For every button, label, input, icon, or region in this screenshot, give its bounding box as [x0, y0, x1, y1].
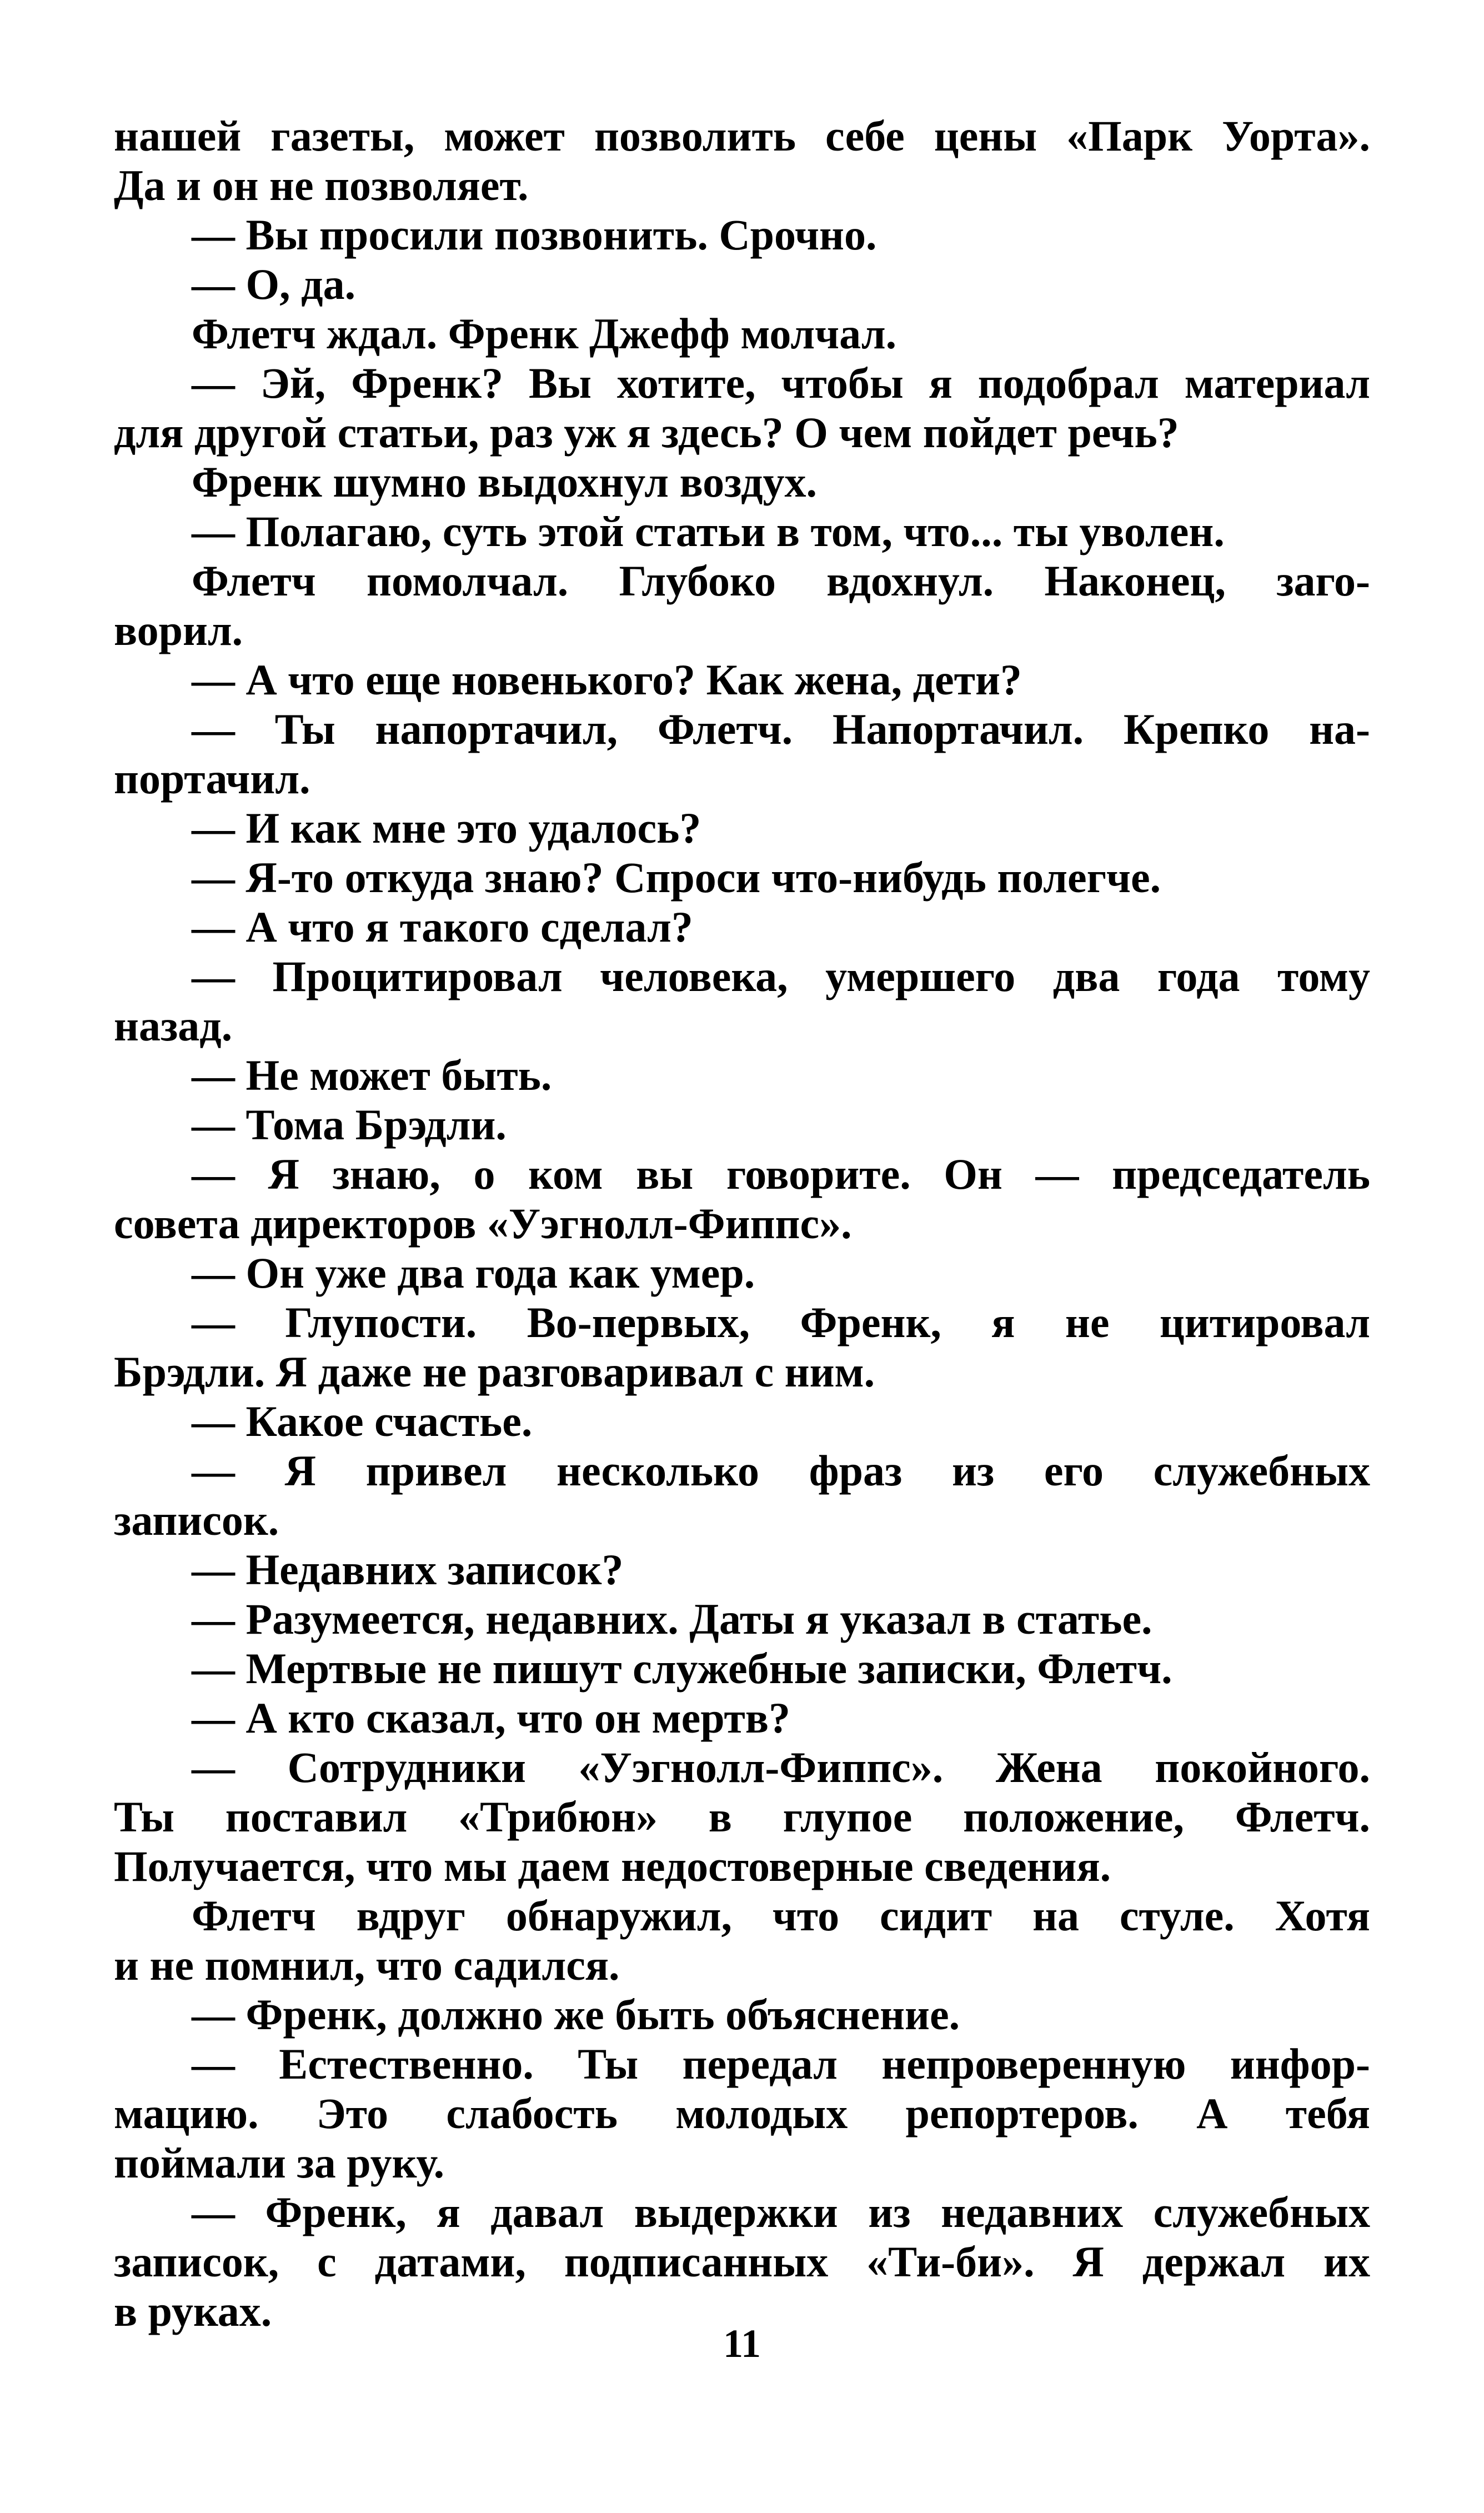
text-line: — Не может быть. — [192, 1051, 552, 1099]
text-line: — Недавних записок? — [192, 1545, 624, 1594]
text-line: портачил. — [114, 754, 310, 803]
page-body-text — [114, 111, 1370, 2336]
text-line: Брэдли. Я даже не разговаривал с ним. — [114, 1348, 875, 1396]
text-line: — Ты напортачил, Флетч. Напортачил. Крепко на- — [192, 705, 1370, 753]
text-line: — Разумеется, недавних. Даты я указал в статье. — [192, 1595, 1152, 1643]
text-line: — Какое счастье. — [192, 1397, 533, 1445]
text-line: — Полагаю, суть этой статьи в том, что... ты уволен. — [192, 507, 1225, 555]
text-line: — Мертвые не пишут служебные записки, Флетч. — [192, 1644, 1172, 1693]
text-line: — О, да. — [192, 260, 356, 308]
text-line: — Френк, я давал выдержки из недавних служебных — [192, 2188, 1370, 2236]
text-line: в руках. — [114, 2287, 272, 2335]
text-line: — Тома Брэдли. — [192, 1100, 507, 1149]
text-line: и не помнил, что садился. — [114, 1941, 620, 1989]
text-line: — Френк, должно же быть объяснение. — [192, 1990, 960, 2039]
text-line: назад. — [114, 1002, 233, 1050]
text-line: Флетч вдруг обнаружил, что сидит на стуле. Хотя — [192, 1891, 1370, 1940]
text-line: — Естественно. Ты передал непроверенную инфор- — [192, 2040, 1370, 2088]
book-page — [114, 111, 1370, 2416]
text-line: ворил. — [114, 606, 243, 654]
text-line: — Вы просили позвонить. Срочно. — [192, 211, 877, 259]
text-line: совета директоров «Уэгнолл-Фиппс». — [114, 1199, 852, 1248]
text-line: Ты поставил «Трибюн» в глупое положение, Флетч. — [114, 1793, 1370, 1841]
text-line: записок, с датами, подписанных «Ти-би». Я держал их — [114, 2237, 1370, 2286]
text-line: нашей газеты, может позволить себе цены «Парк Уорта». — [114, 112, 1370, 160]
text-line: для другой статьи, раз уж я здесь? О чем пойдет речь? — [114, 408, 1179, 457]
text-line: — Я-то откуда знаю? Спроси что-нибудь полегче. — [192, 853, 1161, 902]
text-line: — Эй, Френк? Вы хотите, чтобы я подобрал материал — [192, 359, 1370, 407]
text-line: — А кто сказал, что он мертв? — [192, 1694, 790, 1742]
text-line: — Я привел несколько фраз из его служебных — [192, 1446, 1370, 1495]
text-line: Флетч ждал. Френк Джефф молчал. — [192, 309, 897, 358]
text-line: — Он уже два года как умер. — [192, 1249, 755, 1297]
text-line: записок. — [114, 1496, 279, 1544]
text-line: мацию. Это слабость молодых репортеров. А тебя — [114, 2089, 1370, 2137]
text-line: Да и он не позволяет. — [114, 161, 529, 209]
page-number: 11 — [723, 2321, 761, 2366]
text-line: — И как мне это удалось? — [192, 804, 701, 852]
text-line: — А что еще новенького? Как жена, дети? — [192, 655, 1022, 704]
text-line: — Сотрудники «Уэгнолл-Фиппс». Жена покойного. — [192, 1743, 1370, 1791]
text-line: — Процитировал человека, умершего два года тому — [192, 952, 1370, 1000]
text-line: — Глупости. Во-первых, Френк, я не цитировал — [192, 1298, 1370, 1346]
text-line: Френк шумно выдохнул воздух. — [192, 458, 818, 506]
text-line: Получается, что мы даем недостоверные сведения. — [114, 1842, 1111, 1890]
text-line: Флетч помолчал. Глубоко вдохнул. Наконец, заго- — [192, 557, 1370, 605]
text-line: — А что я такого сделал? — [192, 903, 693, 951]
text-line: поймали за руку. — [114, 2139, 445, 2187]
text-line: — Я знаю, о ком вы говорите. Он — председатель — [192, 1150, 1370, 1198]
